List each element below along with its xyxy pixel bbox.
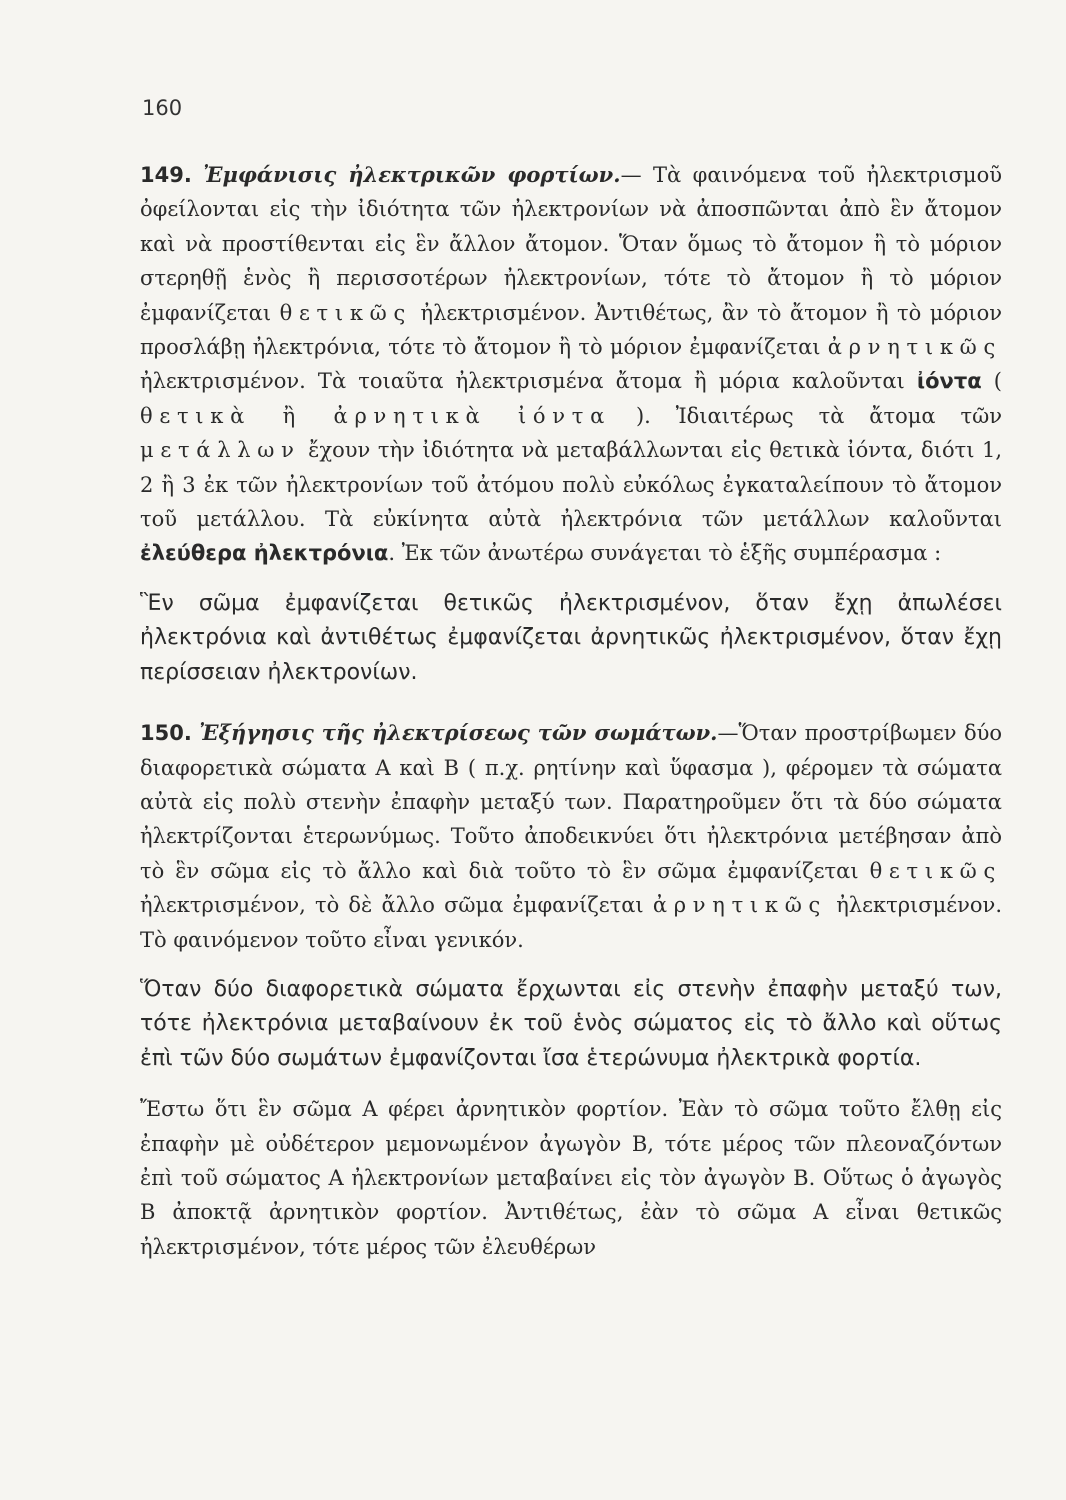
text-run: . Ἐκ τῶν ἀνωτέρω συνάγεται τὸ ἑξῆς συμπέρασμα :: [388, 541, 942, 566]
section-150-title: Ἐξήγησις τῆς ἠλεκτρίσεως τῶν σωμάτων.: [199, 720, 718, 746]
text-run: ἠλεκτρισμένον, τὸ δὲ ἄλλο σῶμα ἐμφανίζεται: [140, 893, 653, 918]
bold-term: ἰόντα: [916, 369, 982, 394]
section-150-paragraph: [140, 716, 1002, 957]
text-column: [140, 158, 1002, 1264]
page-number: 160: [142, 96, 183, 120]
text-run: ἔχουν τὴν ἰδιότητα νὰ μεταβάλλωνται εἰς θετικὰ ἰόντα, διότι 1, 2 ἢ 3 ἐκ τῶν ἠλεκτρονίων τοῦ ἀτόμου πολὺ εὐκόλως ἐγκαταλείπουν τὸ ἄτομον τοῦ μετάλλου. Τὰ εὐκίνητα αὐτὰ ἠλεκτρόνια τῶν μετάλλων καλοῦνται: [140, 438, 1002, 532]
text-run: ἠλεκτρισμένον. Τὰ τοιαῦτα ἠλεκτρισμένα ἄτομα ἢ μόρια καλοῦνται: [140, 369, 917, 394]
section-149-title: Ἐμφάνισις ἠλεκτρικῶν φορτίων.: [203, 162, 621, 187]
text-run: ). Ἰδιαιτέρως τὰ ἄτομα τῶν: [611, 403, 1002, 428]
section-150-dash: —: [717, 721, 739, 746]
section-150-number: 150.: [140, 721, 192, 746]
text-run: Τὰ φαινόμενα τοῦ ἠλεκτρισμοῦ ὀφείλονται εἰς τὴν ἰδιότητα τῶν ἠλεκτρονίων νὰ ἀποσπῶνται ἀπὸ ἓν ἄτομον καὶ νὰ προστίθενται εἰς ἓν ἄλλον ἄτομον. Ὅταν ὅμως τὸ ἄτομον ἢ τὸ μόριον στερηθῇ ἑνὸς ἢ περισσοτέρων ἠλεκτρονίων, τότε τὸ ἄτομον ἢ τὸ μόριον ἐμφανίζεται: [140, 163, 1002, 325]
section-149-dash: —: [620, 163, 642, 187]
spaced-term: θετικῶς: [279, 300, 413, 325]
text-run: ἠλεκτρισμένον. Τὸ φαινόμενον τοῦτο εἶναι γενικόν.: [140, 893, 1003, 952]
spaced-term: ἀρνητικῶς: [827, 335, 1002, 360]
text-run: (: [981, 369, 1002, 394]
spaced-term: ἀρνητικῶς: [652, 893, 828, 918]
section-150-paragraph-3: Ἔστω ὅτι ἓν σῶμα Α φέρει ἀρνητικὸν φορτίον. Ἐὰν τὸ σῶμα τοῦτο ἔλθῃ εἰς ἐπαφὴν μὲ οὐδέτερον μεμονωμένον ἀγωγὸν Β, τότε μέρος τῶν πλεοναζόντων ἐπὶ τοῦ σώματος Α ἠλεκτρονίων μεταβαίνει εἰς τὸν ἀγωγὸν Β. Οὕτως ὁ ἀγωγὸς Β ἀποκτᾷ ἀρνητικὸν φορτίον. Ἀντιθέτως, ἐὰν τὸ σῶμα Α εἶναι θετικῶς ἠλεκτρισμένον, τότε μέρος τῶν ἐλευθέρων: [140, 1097, 1002, 1259]
spaced-term: θετικὰ ἢ ἀρνητικὰ ἰόντα: [140, 403, 612, 428]
spaced-term: θετικῶς: [869, 858, 1002, 883]
bold-term: ἐλεύθερα ἠλεκτρόνια: [140, 541, 389, 566]
text-run: Ὅταν προστρίβωμεν δύο διαφορετικὰ σώματα Α καὶ Β ( π.χ. ρητίνην καὶ ὕφασμα ), φέρομεν τὰ σώματα αὐτὰ εἰς πολὺ στενὴν ἐπαφὴν μεταξύ των. Παρατηροῦμεν ὅτι τὰ δύο σώματα ἠλεκτρίζονται ἑτερωνύμως. Τοῦτο ἀποδεικνύει ὅτι ἠλεκτρόνια μετέβησαν ἀπὸ τὸ ἓν σῶμα εἰς τὸ ἄλλο καὶ διὰ τοῦτο τὸ ἓν σῶμα ἐμφανίζεται: [140, 721, 1002, 883]
spaced-term: μετάλλων: [140, 438, 301, 463]
section-149-paragraph: [140, 158, 1002, 571]
text-run: ἠλεκτρισμένον. Ἀντιθέτως, ἂν τὸ ἄτομον ἢ τὸ μόριον προσλάβῃ ἠλεκτρόνια, τότε τὸ ἄτομον ἢ τὸ μόριον ἐμφανίζεται: [140, 300, 1002, 360]
section-149-rule: Ἓν σῶμα ἐμφανίζεται θετικῶς ἠλεκτρισμένον, ὅταν ἔχῃ ἀπωλέσει ἠλεκτρόνια καὶ ἀντιθέτως ἐμφανίζεται ἀρνητικῶς ἠλεκτρισμένον, ὅταν ἔχῃ περίσσειαν ἠλεκτρονίων.: [140, 590, 1002, 685]
section-149-number: 149.: [140, 163, 192, 187]
section-150-rule: Ὅταν δύο διαφορετικὰ σώματα ἔρχωνται εἰς στενὴν ἐπαφὴν μεταξύ των, τότε ἠλεκτρόνια μεταβαίνουν ἐκ τοῦ ἑνὸς σώματος εἰς τὸ ἄλλο καὶ οὕτως ἐπὶ τῶν δύο σωμάτων ἐμφανίζονται ἴσα ἑτερώνυμα ἠλεκτρικὰ φορτία.: [140, 976, 1002, 1071]
